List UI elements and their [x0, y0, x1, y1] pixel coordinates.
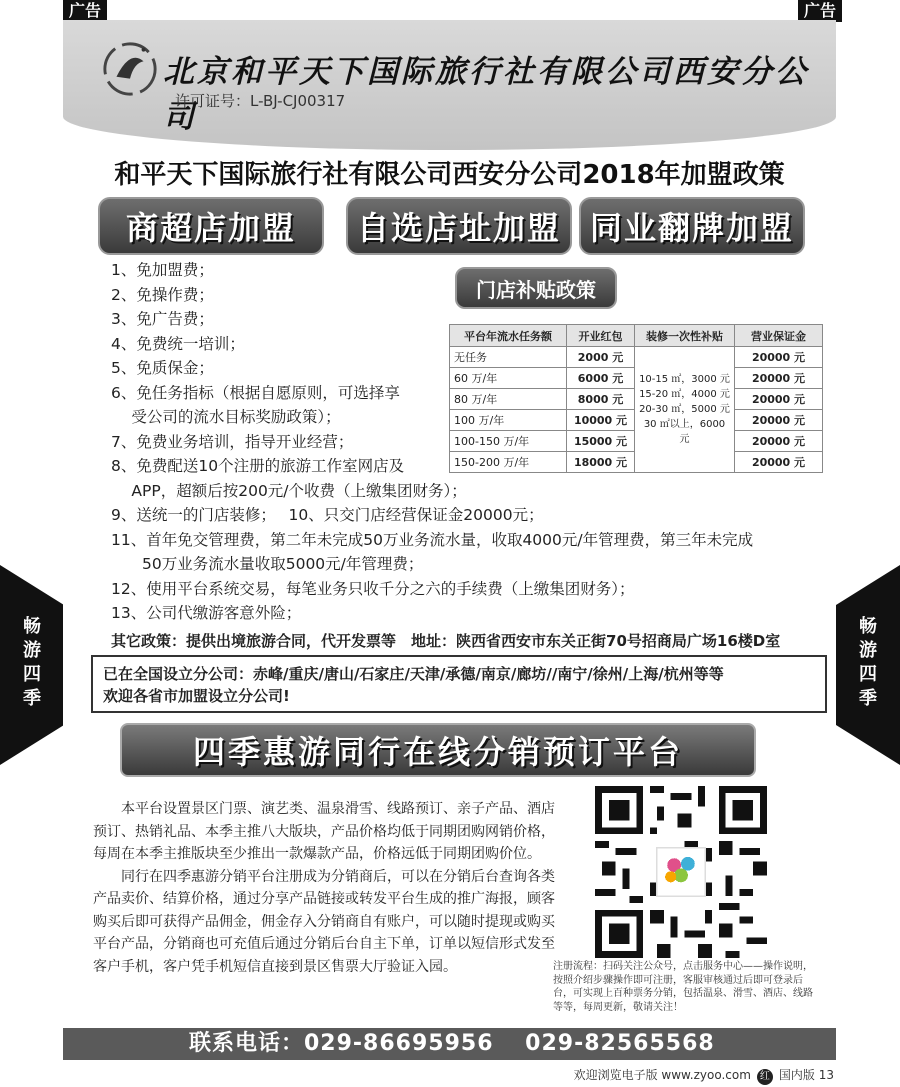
description-paragraph: 同行在四季惠游分销平台注册成为分销商后，可以在分销后台查询各类产品卖价、结算价格，通过分享产品链接或转发平台生成的推广海报，顾客购买后即可获得产品佣金，佣金存入分销商自有账户，可以随时提现或购买平台产品，分销商也可充值后通过分销后台自主下单，订单以短信形式发至客户手机，客户凭手机短信直接到景区售票大厅验证入园。 [93, 868, 555, 975]
table-cell: 150-200 万/年 [450, 452, 567, 473]
company-name: 北京和平天下国际旅行社有限公司西安分公司 [163, 54, 809, 135]
table-cell: 80 万/年 [450, 389, 567, 410]
table-cell: 20000 元 [735, 368, 823, 389]
table-cell: 60 万/年 [450, 368, 567, 389]
page-footer [574, 1066, 834, 1085]
list-item: 受公司的流水目标奖励政策）； [111, 408, 341, 426]
page-number: 国内版 13 [778, 1068, 834, 1082]
franchise-type-own-site: 自选店址加盟 [346, 197, 572, 255]
subsidy-table [449, 324, 823, 473]
column-header: 开业红包 [567, 325, 635, 347]
header-band [63, 20, 836, 150]
table-cell: 2000 元 [567, 347, 635, 368]
list-item: 11、首年免交管理费，第二年未完成50万业务流水量，收取4000元/年管理费，第三年未完成 [111, 530, 754, 549]
table-cell: 20000 元 [735, 389, 823, 410]
list-item: 12、使用平台系统交易，每笔业务只收千分之六的手续费（上缴集团财务）； [111, 579, 635, 598]
list-item: 2、免操作费； [111, 285, 214, 304]
table-cell: 8000 元 [567, 389, 635, 410]
license-number: 许可证号：L-BJ-CJ00317 [175, 92, 346, 110]
table-cell: 20000 元 [735, 431, 823, 452]
other-policy-address: 其它政策：提供出境旅游合同，代开发票等 地址：陕西省西安市东关正街70号招商局广场16楼D室 [111, 632, 781, 650]
table-cell: 100 万/年 [450, 410, 567, 431]
side-label-left: 畅游四季 [23, 616, 41, 709]
list-item: 13、公司代缴游客意外险； [111, 604, 302, 622]
registration-instructions: 注册流程：扫码关注公众号，点击服务中心——操作说明，按照介绍步骤操作即可注册，客服审核通过后即可登录后台，可实现上百种票务分销，包括温泉、滑雪、酒店、线路等等，每周更新，敬请关注！ [553, 961, 813, 1013]
list-item: 9、送统一的门店装修； 10、只交门店经营保证金20000元； [111, 506, 544, 524]
list-item: 50万业务流水量收取5000元/年管理费； [111, 555, 424, 573]
table-cell: 15000 元 [567, 431, 635, 452]
platform-description [93, 798, 563, 978]
contact-phone-bar: 联系电话：029-86695956 029-82565568 [63, 1028, 836, 1060]
franchise-type-mall: 商超店加盟 [98, 197, 324, 255]
company-logo-icon [101, 40, 159, 98]
decoration-tier: 15-20 ㎡，4000 元 [639, 389, 730, 400]
ad-label-right: 广告 [798, 0, 842, 22]
advertisement-page [63, 20, 836, 1058]
decoration-tier: 30 ㎡以上，6000 元 [643, 419, 726, 445]
footer-website: 欢迎浏览电子版 www.zyoo.com [573, 1068, 751, 1082]
branch-offices-box [91, 655, 827, 713]
franchise-type-rebrand: 同业翻牌加盟 [579, 197, 805, 255]
table-cell: 20000 元 [735, 452, 823, 473]
edition-badge-icon: 红 [757, 1069, 773, 1085]
table-cell: 18000 元 [567, 452, 635, 473]
table-row [450, 347, 823, 368]
list-item: 5、免质保金； [111, 359, 214, 377]
branch-list: 已在全国设立分公司：赤峰/重庆/唐山/石家庄/天津/承德/南京/廊坊//南宁/徐州/上海/杭州等等 [103, 665, 724, 683]
platform-title-banner: 四季惠游同行在线分销预订平台 [120, 723, 756, 777]
table-cell: 100-150 万/年 [450, 431, 567, 452]
decoration-subsidy-cell [635, 347, 735, 473]
list-item: 8、免费配送10个注册的旅游工作室网店及 [111, 457, 405, 475]
table-cell: 20000 元 [735, 347, 823, 368]
list-item: 6、免任务指标（根据自愿原则，可选择享 [111, 383, 400, 402]
description-paragraph: 本平台设置景区门票、演艺类、温泉滑雪、线路预订、亲子产品、酒店预订、热销礼品、本季主推八大版块，产品价格均低于同期团购网销价格，每周在本季主推版块至少推出一款爆款产品，价格远低于同期团购价位。 [93, 801, 555, 862]
decoration-tier: 20-30 ㎡，5000 元 [639, 404, 730, 415]
column-header: 营业保证金 [735, 325, 823, 347]
column-header: 装修一次性补贴 [635, 325, 735, 347]
column-header: 平台年流水任务额 [450, 325, 567, 347]
list-item: APP，超额后按200元/个收费（上缴集团财务）； [111, 481, 467, 500]
table-cell: 6000 元 [567, 368, 635, 389]
list-item: 3、免广告费； [111, 310, 214, 328]
branch-invite: 欢迎各省市加盟设立分公司! [103, 687, 290, 705]
decoration-tier: 10-15 ㎡，3000 元 [639, 374, 730, 385]
table-cell: 10000 元 [567, 410, 635, 431]
policy-title: 和平天下国际旅行社有限公司西安分公司2018年加盟政策 [114, 160, 785, 190]
side-label-right: 畅游四季 [859, 616, 877, 709]
list-item: 4、免费统一培训； [111, 334, 245, 353]
list-item: 7、免费业务培训，指导开业经营； [111, 432, 354, 451]
table-header-row [450, 325, 823, 347]
table-cell: 无任务 [450, 347, 567, 368]
table-cell: 20000 元 [735, 410, 823, 431]
subsidy-policy-tag: 门店补贴政策 [455, 267, 617, 309]
qr-code-icon [595, 786, 767, 958]
list-item: 1、免加盟费； [111, 261, 214, 279]
ad-label-left: 广告 [63, 0, 107, 22]
